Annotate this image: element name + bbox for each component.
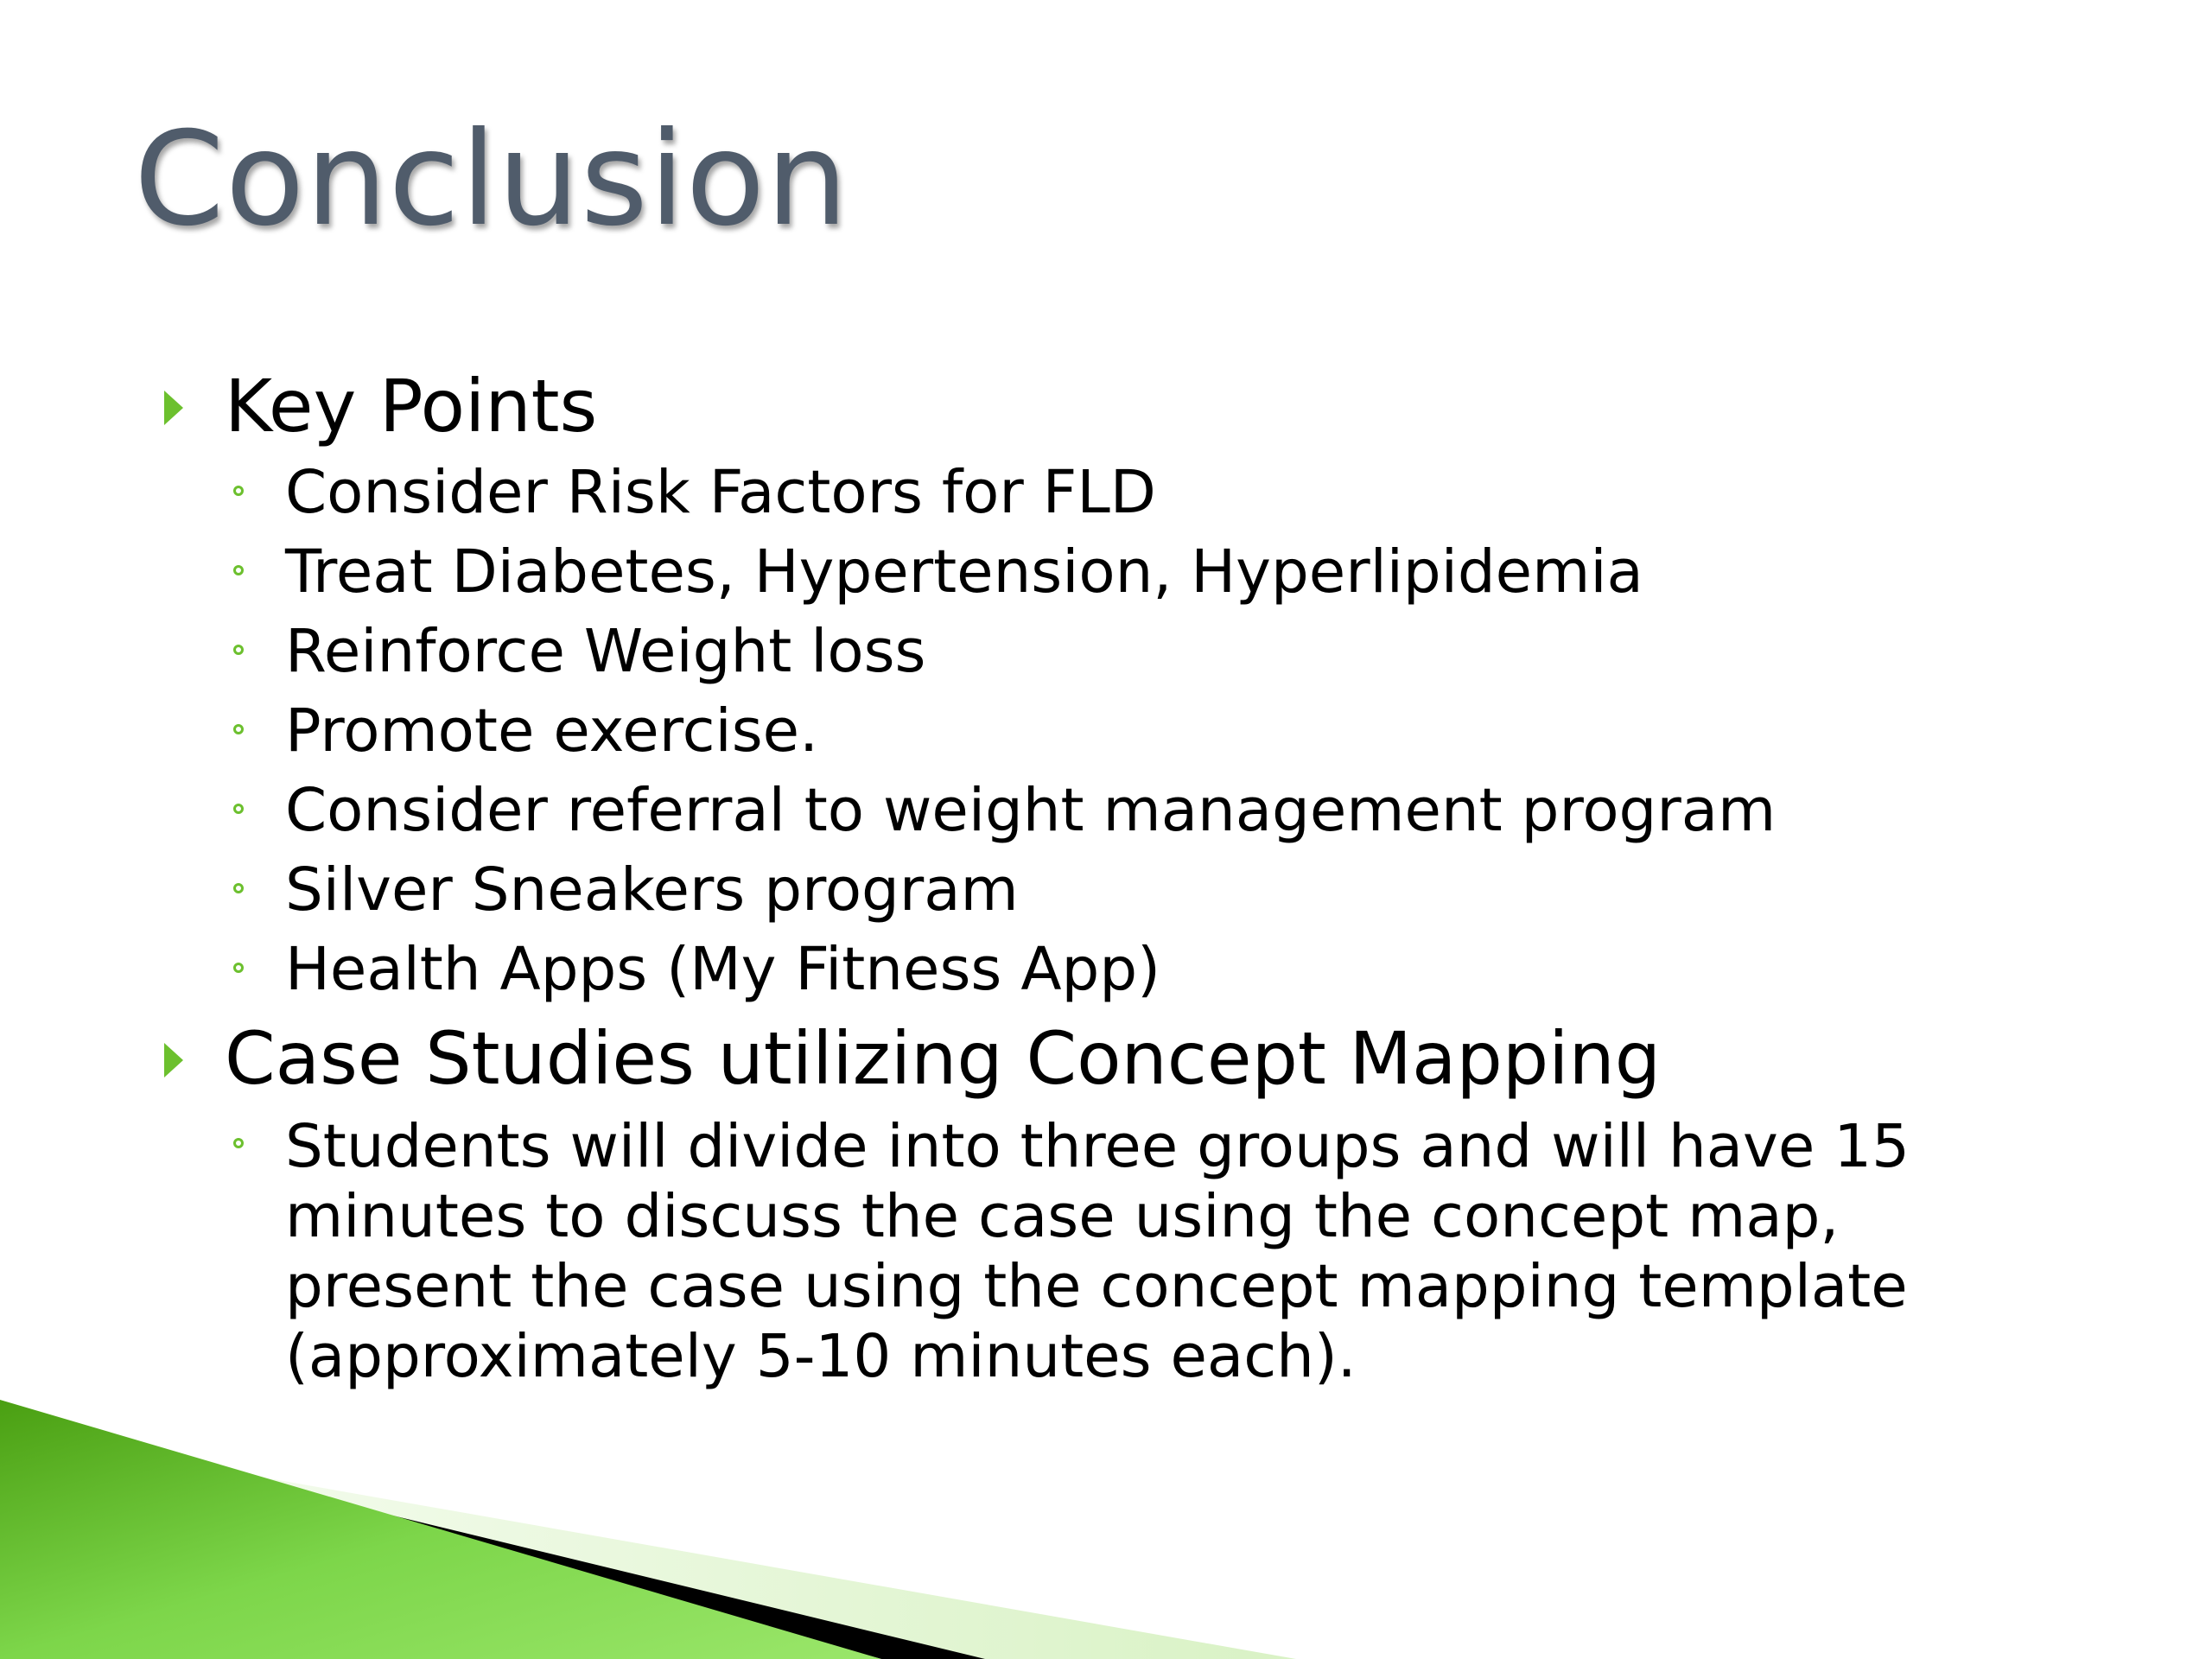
green-wedge	[0, 1400, 881, 1659]
pale-green-wedge	[156, 1459, 1296, 1659]
section-heading-key-points: Key Points	[225, 364, 598, 448]
arrow-bullet-icon	[164, 391, 183, 425]
list-item: Consider Risk Factors for FLD	[285, 458, 1156, 527]
circle-bullet-icon	[233, 565, 244, 575]
list-item: Treat Diabetes, Hypertension, Hyperlipidemia	[285, 537, 1643, 607]
circle-bullet-icon	[233, 1138, 244, 1148]
black-wedge	[86, 1441, 985, 1659]
circle-bullet-icon	[233, 804, 244, 814]
list-item: Consider referral to weight management program	[285, 776, 1777, 845]
list-item: Reinforce Weight loss	[285, 617, 926, 686]
circle-bullet-icon	[233, 724, 244, 734]
arrow-bullet-icon	[164, 1043, 183, 1077]
circle-bullet-icon	[233, 883, 244, 893]
list-item: Students will divide into three groups and will have 15 minutes to discuss the case using the concept map, present the case using the concept mapping template (approximately 5-10 minutes each).	[285, 1112, 1910, 1391]
circle-bullet-icon	[233, 963, 244, 973]
circle-bullet-icon	[233, 486, 244, 496]
list-item: Silver Sneakers program	[285, 855, 1019, 925]
slide-title: Conclusion	[134, 105, 849, 255]
circle-bullet-icon	[233, 645, 244, 655]
list-item: Promote exercise.	[285, 696, 819, 766]
section-heading-case-studies: Case Studies utilizing Concept Mapping	[225, 1016, 1662, 1101]
list-item: Health Apps (My Fitness App)	[285, 935, 1161, 1004]
